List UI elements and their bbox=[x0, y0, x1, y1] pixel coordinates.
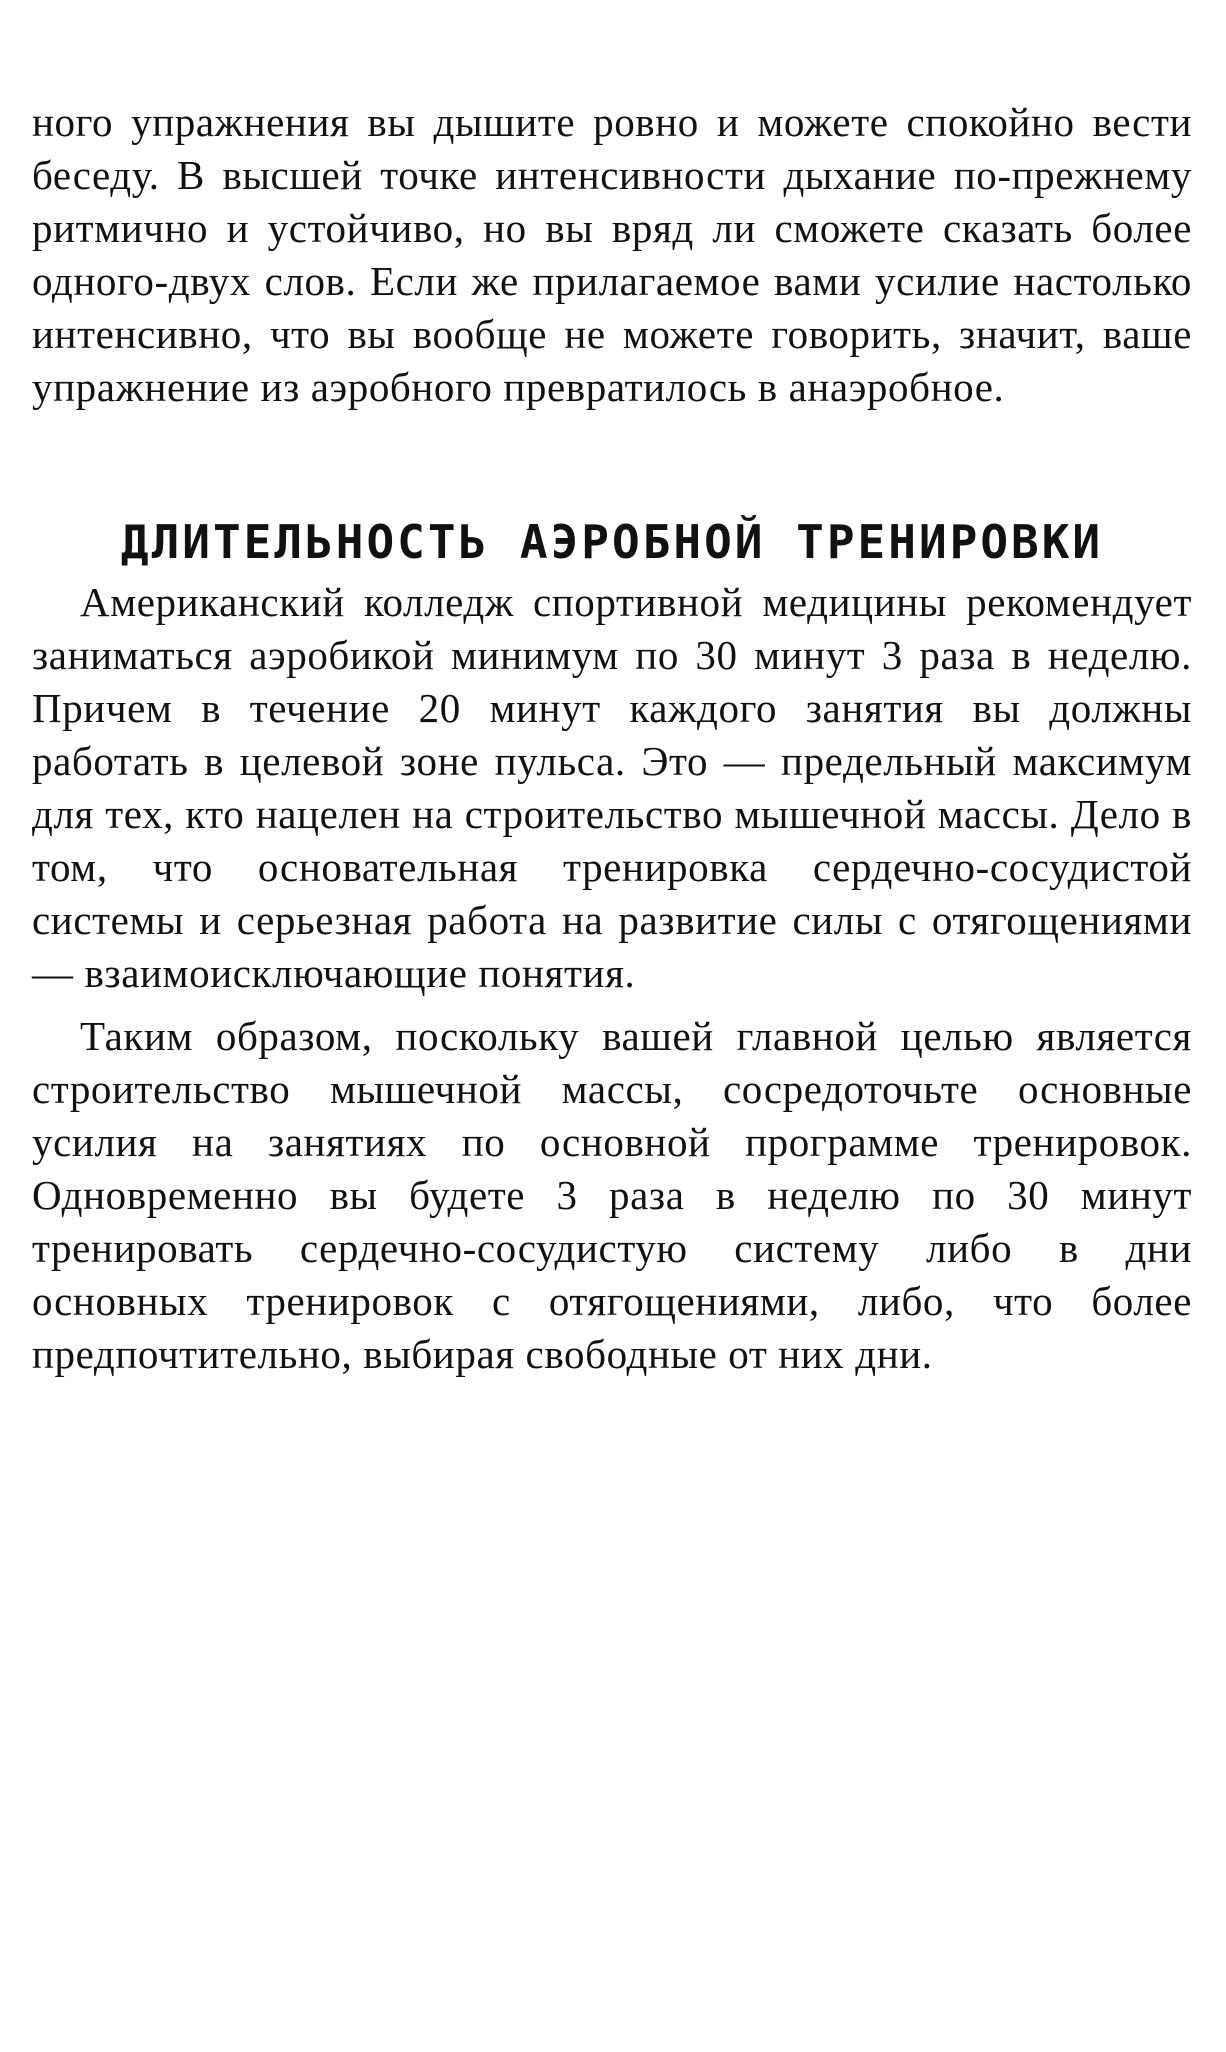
paragraph-aerobic-duration: Американский колледж спортивной медицины рекомендует заниматься аэробикой минимум по 30 минут 3 раза в неделю. Причем в течение 20 минут каждого занятия вы должны работать в целевой зоне пульса. Это — предельный максимум для тех, кто нацелен на строительство мышечной массы. Дело в том, что основательная тренировка сердечно-сосудистой системы и серьезная работа на развитие силы с отягощениями — взаимоисключающие понятия. bbox=[32, 579, 1192, 996]
paragraph-conclusion: Таким образом, поскольку вашей главной целью является строительство мышечной массы, сосредоточьте основные усилия на занятиях по основной программе тренировок. Одновременно вы будете 3 раза в неделю по 30 минут тренировать сердечно-сосудистую систему либо в дни основных тренировок с отягощениями, либо, что более предпочтительно, выбирая свободные от них дни. bbox=[32, 1013, 1192, 1377]
book-page bbox=[32, 96, 1192, 1381]
section-heading: ДЛИТЕЛЬНОСТЬ АЭРОБНОЙ ТРЕНИРОВКИ bbox=[120, 515, 1104, 569]
paragraph-continued: ного упражнения вы дышите ровно и можете спокойно вести беседу. В высшей точке интенсивности дыхание по-прежнему ритмично и устойчиво, но вы вряд ли сможете сказать более одного-двух слов. Если же прилагаемое вами усилие настолько интенсивно, что вы вообще не можете говорить, значит, ваше упражнение из аэробного превратилось в анаэробное. bbox=[32, 99, 1192, 410]
